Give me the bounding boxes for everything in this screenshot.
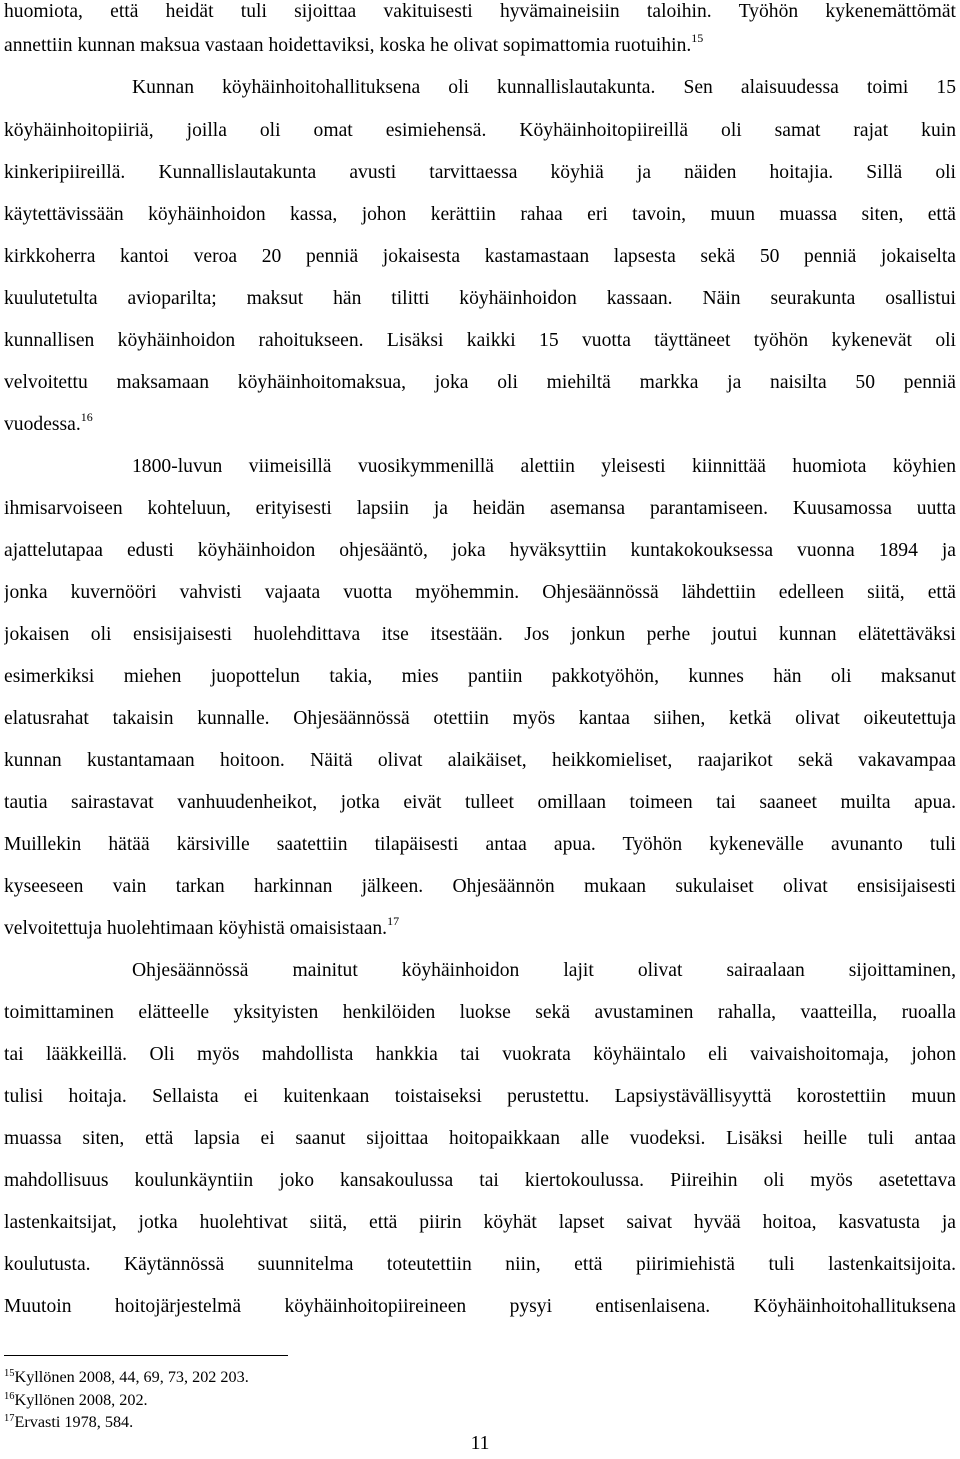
text-line-1: huomiota, että heidät tuli sijoittaa vakituisesti hyvämaineisiin taloihin. Työhön kykenemättömät — [4, 1, 956, 22]
footnote-15-text: Kyllönen 2008, 44, 69, 73, 202 203. — [14, 1368, 249, 1386]
text-line-2 — [4, 25, 956, 67]
text-line-3: Kunnan köyhäinhoitohallituksena oli kunnallislautakunta. Sen alaisuudessa toimi 15 — [132, 77, 956, 98]
text-line-18: elatusrahat takaisin kunnalle. Ohjesäännössä otettiin myös kantaa siihen, ketkä olivat oikeutettuja — [4, 708, 956, 729]
text-line-23 — [4, 908, 956, 950]
footnote-15 — [4, 1366, 249, 1388]
text-line-9: kunnallisen köyhäinhoidon rahoitukseen. Lisäksi kaikki 15 vuotta täyttäneet työhön kykenevät oli — [4, 330, 956, 351]
text-line-25: toimittaminen elätteelle yksityisten henkilöiden luokse sekä avustaminen rahalla, vaatteilla, ruoalla — [4, 1002, 956, 1023]
footnote-separator — [4, 1355, 288, 1356]
footnote-ref-16[interactable]: 16 — [80, 410, 93, 424]
footnote-17 — [4, 1411, 133, 1433]
text-line-28: muassa siten, että lapsia ei saanut sijoittaa hoitopaikkaan alle vuodeksi. Lisäksi heille tuli antaa — [4, 1128, 956, 1149]
text-line-5: kinkeripiireillä. Kunnallislautakunta avusti tarvittaessa köyhiä ja näiden hoitajia. Sillä oli — [4, 162, 956, 183]
text-line-15: jonka kuvernööri vahvisti vajaata vuotta myöhemmin. Ohjesäännössä lähdettiin edelleen siitä, että — [4, 582, 956, 603]
text-line-7: kirkkoherra kantoi veroa 20 penniä jokaisesta kastamastaan lapsesta sekä 50 penniä jokaiselta — [4, 246, 956, 267]
footnote-15-number: 15 — [4, 1368, 15, 1379]
text-line-17: esimerkiksi miehen juopottelun takia, mies pantiin pakkotyöhön, kunnes hän oli maksanut — [4, 666, 956, 687]
footnote-17-text: Ervasti 1978, 584. — [14, 1413, 134, 1431]
text-line-22: kyseeseen vain tarkan harkinnan jälkeen. Ohjesäännön mukaan sukulaiset olivat ensisijaisesti — [4, 876, 956, 897]
text-line-8: kuulutetulta avioparilta; maksut hän tilitti köyhäinhoidon kassaan. Näin seurakunta osallistui — [4, 288, 956, 309]
text-line-12: 1800-luvun viimeisillä vuosikymmenillä alettiin yleisesti kiinnittää huomiota köyhien — [132, 456, 956, 477]
text-line-24: Ohjesäännössä mainitut köyhäinhoidon lajit olivat sairaalaan sijoittaminen, — [132, 960, 956, 981]
text-line-32: Muutoin hoitojärjestelmä köyhäinhoitopiireineen pysyi entisenlaisena. Köyhäinhoitohallituksena — [4, 1296, 956, 1317]
text-line-30: lastenkaitsijat, jotka huolehtivat siitä, että piirin köyhät lapset saivat hyvää hoitoa, kasvatusta ja — [4, 1212, 956, 1233]
text-line-31: koulutusta. Käytännössä suunnitelma toteutettiin niin, että piirimiehistä tuli lastenkaitsijoita. — [4, 1254, 956, 1275]
text-line-21: Muillekin hätää kärsiville saatettiin tilapäisesti antaa apua. Työhön kykenevälle avunanto tuli — [4, 834, 956, 855]
footnote-16 — [4, 1389, 148, 1411]
text-line-11-content: vuodessa. — [4, 414, 81, 435]
footnote-16-number: 16 — [4, 1391, 15, 1402]
text-line-26: tai lääkkeillä. Oli myös mahdollista hankkia tai vuokrata köyhäintalo eli vaivaishoitomaja, johon — [4, 1044, 956, 1065]
text-line-14: ajattelutapaa edusti köyhäinhoidon ohjesääntö, joka hyväksyttiin kuntakokouksessa vuonna 1894 ja — [4, 540, 956, 561]
text-line-10: velvoitettu maksamaan köyhäinhoitomaksua, joka oli miehiltä markka ja naisilta 50 penniä — [4, 372, 956, 393]
footnote-ref-17[interactable]: 17 — [387, 914, 400, 928]
text-line-27: tulisi hoitaja. Sellaista ei kuitenkaan toistaiseksi perustettu. Lapsiystävällisyyttä korostettiin muun — [4, 1086, 956, 1107]
text-line-6: käytettävissään köyhäinhoidon kassa, johon kerättiin rahaa eri tavoin, muun muassa siten, että — [4, 204, 956, 225]
text-line-19: kunnan kustantamaan hoitoon. Näitä olivat alaikäiset, heikkomieliset, raajarikot sekä vakavampaa — [4, 750, 956, 771]
footnote-16-text: Kyllönen 2008, 202. — [14, 1391, 148, 1409]
text-line-2-content: annettiin kunnan maksua vastaan hoidettaviksi, koska he olivat sopimattomia ruotuihin. — [4, 35, 692, 56]
text-line-13: ihmisarvoiseen kohteluun, erityisesti lapsiin ja heidän asemansa parantamiseen. Kuusamossa uutta — [4, 498, 956, 519]
page-number: 11 — [470, 1433, 490, 1454]
footnote-17-number: 17 — [4, 1413, 15, 1424]
text-line-4: köyhäinhoitopiiriä, joilla oli omat esimiehensä. Köyhäinhoitopiireillä oli samat rajat kuin — [4, 120, 956, 141]
text-line-11 — [4, 404, 956, 446]
text-line-16: jokaisen oli ensisijaisesti huolehdittava itse itsestään. Jos jonkun perhe joutui kunnan elätettäväksi — [4, 624, 956, 645]
text-line-20: tautia sairastavat vanhuudenheikot, jotka eivät tulleet omillaan toimeen tai saaneet muilta apua. — [4, 792, 956, 813]
text-line-23-content: velvoitettuja huolehtimaan köyhistä omaisistaan. — [4, 918, 388, 939]
text-line-29: mahdollisuus koulunkäyntiin joko kansakoulussa tai kiertokoulussa. Piireihin oli myös asetettava — [4, 1170, 956, 1191]
footnote-ref-15[interactable]: 15 — [691, 31, 704, 45]
